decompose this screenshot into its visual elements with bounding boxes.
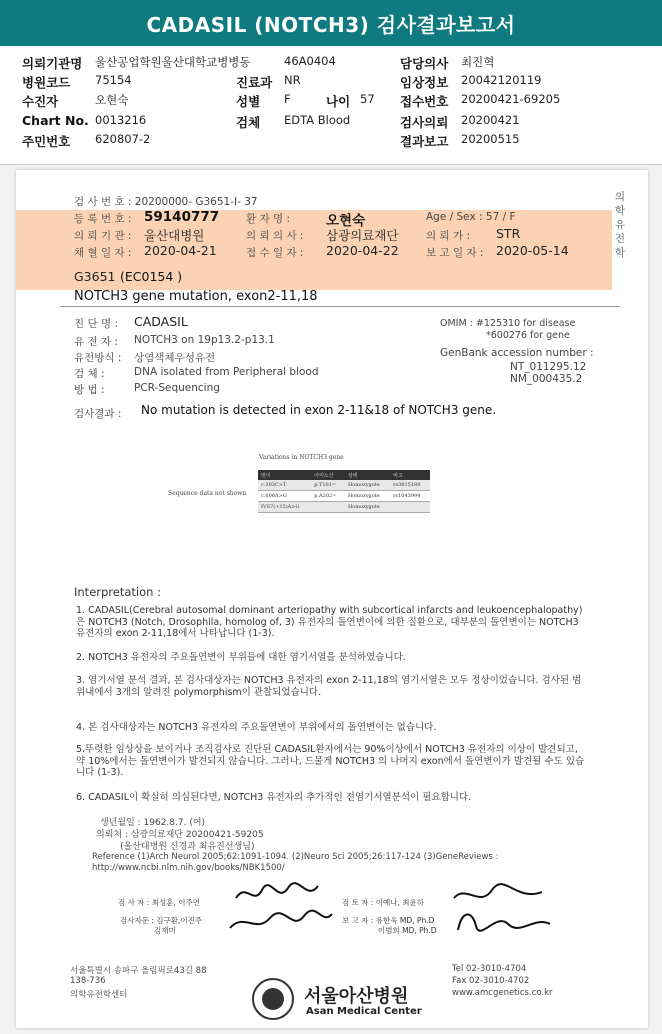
exam-number: 검 사 번 호 : 20200000- G3651-I- 37 bbox=[74, 196, 258, 208]
value-ward: 46A0404 bbox=[284, 54, 336, 68]
gene-label: 유 전 자 : bbox=[74, 336, 118, 348]
department-vertical-label: 의 학 유 전 학 bbox=[614, 191, 626, 259]
address-line-3: 의학유전학센터 bbox=[70, 990, 128, 1000]
table-cell: p.T101= bbox=[311, 480, 345, 491]
reporter: 보 고 자 : 유한욱 MD, Ph.D bbox=[342, 916, 435, 925]
reference: Reference (1)Arch Neurol 2005;62:1091-1094. (2)Neuro Sci 2005;26:117-124 (3)GeneReviews : bbox=[92, 852, 499, 862]
receive-date: 2020-04-22 bbox=[326, 243, 399, 258]
test-code: G3651 bbox=[74, 269, 116, 284]
table-cell: c.606A>G bbox=[258, 491, 311, 502]
report-date-label: 보 고 일 자 : bbox=[426, 247, 484, 259]
label-specimen: 검체 bbox=[236, 115, 261, 130]
table-cell: Homozygote bbox=[345, 480, 390, 491]
patient-name: 오현숙 bbox=[326, 213, 366, 229]
table-cell: rs1043994 bbox=[390, 491, 430, 502]
label-report-date: 결과보고 bbox=[400, 134, 449, 149]
hospital-name-kr: 서울아산병원 bbox=[304, 986, 409, 1007]
table-cell: Homozygote bbox=[345, 502, 390, 513]
value-sex: F bbox=[284, 92, 291, 106]
requester: STR bbox=[496, 226, 521, 241]
genbank-label: GenBank accession number : bbox=[440, 347, 594, 359]
label-institution: 의뢰기관명 bbox=[22, 56, 83, 71]
table-header: 상태 bbox=[345, 470, 390, 480]
table-row bbox=[258, 502, 430, 513]
interpretation-5: 5.뚜렷한 임상상을 보이거나 조직검사로 진단된 CADASIL환자에서는 90%이상에서 NOTCH3 유전자의 이상이 발견되고, 약 10%에서는 돌연변이가 발견되지 않습니다. 그러나, 드물게 NOTCH3 의 나머지 exon에서 돌연변이가 발견될 수도 있습니다 (1-3). bbox=[76, 744, 585, 778]
table-cell: rs3815188 bbox=[390, 480, 430, 491]
report-title: CADASIL (NOTCH3) 검사결과보고서 bbox=[0, 0, 662, 46]
institution: 울산대병원 bbox=[144, 228, 205, 243]
label-request-date: 검사의뢰 bbox=[400, 115, 449, 130]
genbank-nm: NM_000435.2 bbox=[510, 373, 583, 385]
omim-disease: OMIM : #125310 for disease bbox=[440, 318, 576, 329]
table-header: 아미노산 bbox=[311, 470, 345, 480]
label-patient: 수진자 bbox=[22, 94, 59, 109]
tester: 검 사 자 : 최성훈, 이주연 bbox=[118, 898, 201, 907]
advisor: 검사자문 : 김구환,이진주 bbox=[120, 916, 203, 925]
birth-date: 생년월일 : 1962.8.7. (여) bbox=[100, 818, 206, 828]
result-label: 검사결과 : bbox=[74, 408, 122, 420]
table-header: 변이 bbox=[258, 470, 311, 480]
genbank-nt: NT_011295.12 bbox=[510, 361, 587, 373]
label-sex: 성별 bbox=[236, 94, 261, 109]
method: PCR-Sequencing bbox=[134, 382, 220, 394]
value-chart-no: 0013216 bbox=[95, 113, 147, 127]
value-specimen: EDTA Blood bbox=[284, 113, 351, 127]
value-institution: 울산공업학원울산대학교병병동 bbox=[95, 55, 251, 69]
value-hospital-code: 75154 bbox=[95, 73, 132, 87]
label-department: 진료과 bbox=[236, 75, 273, 90]
test-name: NOTCH3 gene mutation, exon2-11,18 bbox=[74, 289, 318, 304]
table-cell: c.303C>T bbox=[258, 480, 311, 491]
value-receipt-no: 20200421-69205 bbox=[461, 92, 561, 106]
table-cell bbox=[311, 502, 345, 513]
value-resident-no: 620807-2 bbox=[95, 132, 151, 146]
advisor-2: 김재미 bbox=[154, 926, 176, 935]
divider bbox=[60, 306, 620, 307]
patient-name-label: 환 자 명 : bbox=[246, 213, 290, 225]
table-cell: IVS7(+15)A>G bbox=[258, 502, 311, 513]
diagnosis-label: 진 단 명 : bbox=[74, 318, 118, 330]
table-cell: p.A202= bbox=[311, 491, 345, 502]
asan-foundation-logo bbox=[252, 978, 294, 1020]
value-department: NR bbox=[284, 73, 301, 87]
reporter-2: 이범희 MD, Ph.D bbox=[378, 926, 437, 935]
specimen: DNA isolated from Peripheral blood bbox=[134, 366, 319, 378]
reg-no: 59140777 bbox=[144, 209, 220, 225]
value-clinical-info: 20042120119 bbox=[461, 73, 542, 87]
referrer: 의뢰처 : 삼광의료재단 20200421-59205 bbox=[96, 830, 264, 840]
requesting-doctor: 삼광의료재단 bbox=[326, 228, 399, 243]
website: www.amcgenetics.co.kr bbox=[452, 988, 553, 998]
age-sex: Age / Sex : 57 / F bbox=[426, 211, 516, 223]
signature-tester bbox=[226, 876, 336, 936]
label-hospital-code: 병원코드 bbox=[22, 75, 71, 90]
variations-table bbox=[258, 470, 430, 513]
signature-reviewer bbox=[446, 880, 556, 936]
method-label: 방 법 : bbox=[74, 384, 105, 396]
gene: NOTCH3 on 19p13.2-p13.1 bbox=[134, 334, 275, 346]
value-report-date: 20200515 bbox=[461, 132, 520, 146]
sequence-note: Sequence data not shown bbox=[168, 490, 247, 497]
label-age: 나이 bbox=[326, 94, 351, 109]
receive-date-label: 접 수 일 자 : bbox=[246, 247, 304, 259]
collect-date: 2020-04-21 bbox=[144, 243, 217, 258]
table-cell bbox=[390, 502, 430, 513]
requesting-doctor-label: 의 뢰 의 사 : bbox=[246, 230, 304, 242]
reviewer: 검 토 자 : 이예나, 최윤하 bbox=[342, 898, 425, 907]
test-code-2: (EC0154 ) bbox=[120, 269, 183, 284]
label-doctor: 담당의사 bbox=[400, 56, 449, 71]
inheritance: 상염색체우성유전 bbox=[134, 352, 216, 364]
interpretation-2: 2. NOTCH3 유전자의 주요돌연변이 부위들에 대한 염기서열을 분석하였습니다. bbox=[76, 652, 406, 663]
inheritance-label: 유전방식 : bbox=[74, 352, 122, 364]
value-age: 57 bbox=[360, 92, 375, 106]
table-row bbox=[258, 480, 430, 491]
requester-label: 의 뢰 가 : bbox=[426, 230, 470, 242]
specimen-label: 검 체 : bbox=[74, 368, 105, 380]
omim-gene: *600276 for gene bbox=[486, 330, 570, 341]
hospital-name-en: Asan Medical Center bbox=[306, 1006, 422, 1017]
value-patient: 오현숙 bbox=[95, 93, 129, 107]
address-line-1: 서울특별시 송파구 올림픽로43길 88 bbox=[70, 966, 207, 976]
interpretation-3: 3. 염기서열 분석 결과, 본 검사대상자는 NOTCH3 유전자의 exon 2-11,18의 염기서열은 모두 정상이었습니다. 검사된 범위내에서 3개의 알려진 polymorphism이 관찰되었습니다. bbox=[76, 675, 582, 698]
fax: Fax 02-3010-4702 bbox=[452, 976, 530, 986]
label-receipt-no: 접수번호 bbox=[400, 94, 449, 109]
interpretation-title: Interpretation : bbox=[74, 585, 161, 599]
table-header: 비고 bbox=[390, 470, 430, 480]
report-date: 2020-05-14 bbox=[496, 243, 569, 258]
reg-no-label: 등 록 번 호 : bbox=[74, 213, 132, 225]
report-header bbox=[0, 46, 662, 165]
institution-label: 의 뢰 기 관 : bbox=[74, 230, 132, 242]
label-resident-no: 주민번호 bbox=[22, 134, 71, 149]
variations-title: Variations in NOTCH3 gene bbox=[259, 454, 344, 461]
tel: Tel 02-3010-4704 bbox=[452, 964, 527, 974]
interpretation-4: 4. 본 검사대상자는 NOTCH3 유전자의 주요돌연변이 부위에서의 돌연변이는 없습니다. bbox=[76, 722, 437, 733]
label-clinical-info: 임상정보 bbox=[400, 75, 449, 90]
collect-date-label: 채 혈 일 자 : bbox=[74, 247, 132, 259]
diagnosis: CADASIL bbox=[134, 314, 188, 329]
reference-url: http://www.ncbi.nlm.nih.gov/books/NBK1500/ bbox=[92, 863, 285, 873]
referrer-detail: (울산대병원 신경과 최유진선생님) bbox=[120, 842, 255, 852]
interpretation-1: 1. CADASIL(Cerebral autosomal dominant arteriopathy with subcortical infarcts and leukoencephalopathy)은 NOTCH3 (Notch, Drosophila, homolog of, 3) 유전자의 돌연변이에 의한 질환으로, 대부분의 돌연변이는 NOTCH3 유전자의 exon 2-11,18에서 나타납니다 (1-3). bbox=[76, 605, 583, 639]
table-cell: Homozygote bbox=[345, 491, 390, 502]
value-request-date: 20200421 bbox=[461, 113, 520, 127]
interpretation-6: 6. CADASIL이 확실히 의심된다면, NOTCH3 유전자의 추가적인 전염기서열분석이 필요합니다. bbox=[76, 792, 472, 803]
label-chart-no: Chart No. bbox=[22, 113, 89, 128]
result-text: No mutation is detected in exon 2-11&18 of NOTCH3 gene. bbox=[141, 403, 497, 417]
address-line-2: 138-736 bbox=[70, 976, 106, 986]
scanned-report bbox=[16, 170, 648, 1028]
table-row bbox=[258, 491, 430, 502]
value-doctor: 최진혁 bbox=[461, 55, 495, 69]
